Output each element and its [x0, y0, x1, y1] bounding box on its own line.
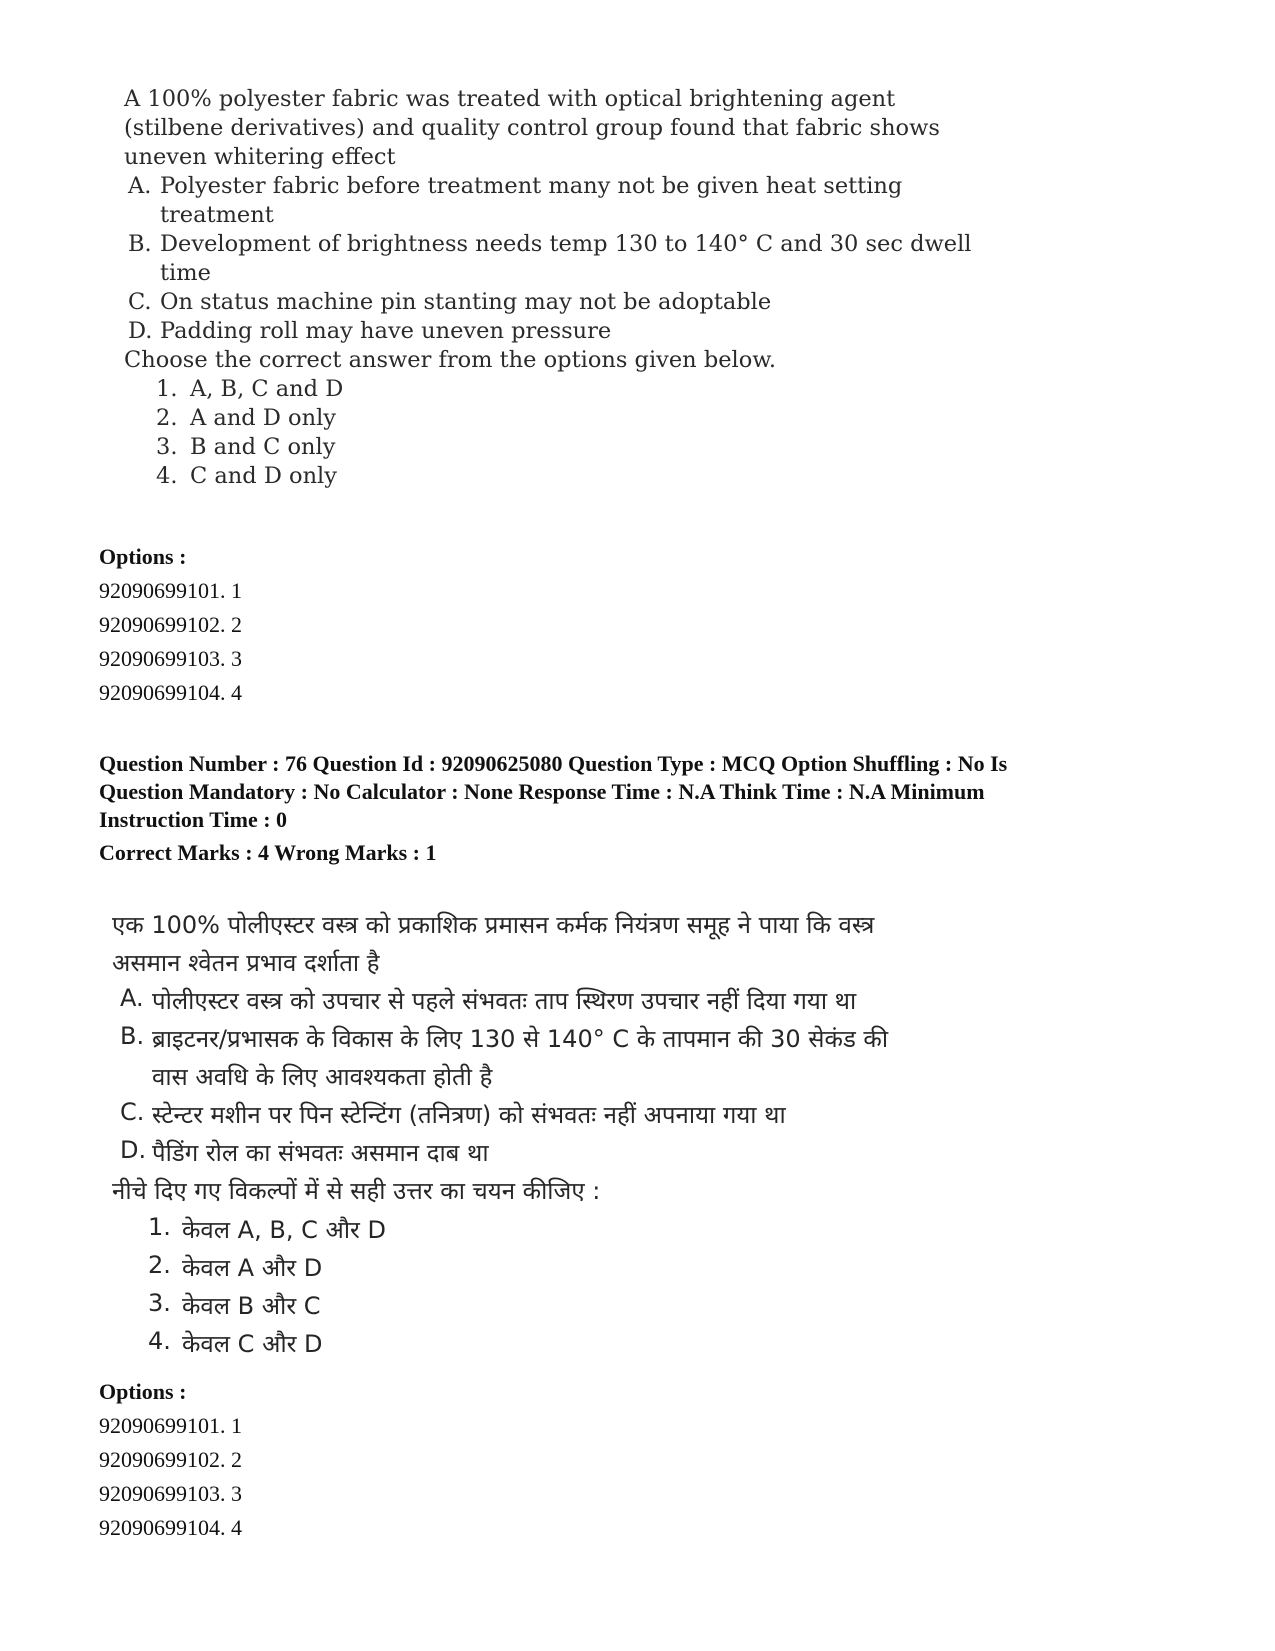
statement-text: treatment	[160, 202, 274, 228]
option-item: 92090699101. 1	[99, 578, 242, 603]
statement-text: Polyester fabric before treatment many not be given heat setting	[160, 173, 903, 199]
option-item: 92090699104. 4	[99, 1515, 242, 1540]
options-list	[99, 540, 242, 710]
choice-number: 3.	[156, 434, 178, 460]
statement-text: स्टेन्टर मशीन पर पिन स्टेन्टिंग (तनित्रण) को संभवतः नहीं अपनाया गया था	[152, 1101, 786, 1129]
statement-label: D.	[128, 318, 153, 344]
choice-text: केवल A और D	[182, 1254, 323, 1282]
instruction-text: नीचे दिए गए विकल्पों में से सही उत्तर का चयन कीजिए :	[112, 1177, 601, 1205]
choice-text: केवल A, B, C और D	[182, 1216, 386, 1244]
options-heading: Options :	[99, 1379, 187, 1404]
statement-text: On status machine pin stanting may not be adoptable	[160, 289, 772, 315]
statement-label: C.	[128, 289, 152, 315]
statement-text: पैडिंग रोल का संभवतः असमान दाब था	[152, 1139, 489, 1167]
statement-label: D.	[120, 1136, 147, 1164]
question-metadata-line: Question Number : 76 Question Id : 92090625080 Question Type : MCQ Option Shuffling : No Is	[99, 751, 1008, 776]
choice-number: 1.	[148, 1213, 171, 1241]
choice-text: A and D only	[190, 405, 336, 431]
option-item: 92090699104. 4	[99, 680, 242, 705]
statement-text: ब्राइटनर/प्रभासक के विकास के लिए 130 से 140° C के तापमान की 30 सेकंड की	[152, 1025, 889, 1053]
options-list	[99, 1375, 242, 1545]
choice-number: 2.	[148, 1251, 171, 1279]
stem-line: असमान श्वेतन प्रभाव दर्शाता है	[112, 949, 380, 977]
choice-number: 1.	[156, 376, 178, 402]
instruction-text: Choose the correct answer from the options given below.	[124, 347, 777, 373]
choice-number: 4.	[148, 1327, 171, 1355]
choice-text: केवल B और C	[182, 1292, 321, 1320]
statement-label: C.	[120, 1098, 145, 1126]
choice-text: केवल C और D	[182, 1330, 323, 1358]
statement-text: Padding roll may have uneven pressure	[160, 318, 612, 344]
option-item: 92090699101. 1	[99, 1413, 242, 1438]
statement-label: B.	[120, 1022, 145, 1050]
stem-line: uneven whitering effect	[124, 144, 396, 170]
choice-text: C and D only	[190, 463, 337, 489]
option-item: 92090699103. 3	[99, 646, 242, 671]
stem-line: एक 100% पोलीएस्टर वस्त्र को प्रकाशिक प्रमासन कर्मक नियंत्रण समूह ने पाया कि वस्त्र	[112, 911, 875, 939]
choice-text: A, B, C and D	[190, 376, 344, 402]
choice-number: 4.	[156, 463, 178, 489]
option-item: 92090699103. 3	[99, 1481, 242, 1506]
question-metadata-line: Question Mandatory : No Calculator : None Response Time : N.A Think Time : N.A Minimum	[99, 779, 985, 804]
stem-line: A 100% polyester fabric was treated with optical brightening agent	[124, 86, 896, 112]
question-metadata	[99, 750, 1179, 834]
options-heading: Options :	[99, 544, 187, 569]
question-metadata-line: Instruction Time : 0	[99, 807, 288, 832]
statement-label: B.	[128, 231, 152, 257]
statement-text: time	[160, 260, 211, 286]
question-image-english	[124, 86, 1004, 526]
statement-label: A.	[120, 984, 144, 1012]
statement-label: A.	[128, 173, 152, 199]
choice-number: 2.	[156, 405, 178, 431]
option-item: 92090699102. 2	[99, 612, 242, 637]
question-marks: Correct Marks : 4 Wrong Marks : 1	[99, 840, 437, 865]
question-image-hindi	[112, 908, 972, 1368]
choice-text: B and C only	[190, 434, 336, 460]
option-item: 92090699102. 2	[99, 1447, 242, 1472]
statement-text: पोलीएस्टर वस्त्र को उपचार से पहले संभवतः ताप स्थिरण उपचार नहीं दिया गया था	[152, 987, 857, 1015]
statement-text: वास अवधि के लिए आवश्यकता होती है	[152, 1063, 493, 1091]
choice-number: 3.	[148, 1289, 171, 1317]
stem-line: (stilbene derivatives) and quality control group found that fabric shows	[124, 115, 940, 141]
statement-text: Development of brightness needs temp 130 to 140° C and 30 sec dwell	[160, 231, 972, 257]
